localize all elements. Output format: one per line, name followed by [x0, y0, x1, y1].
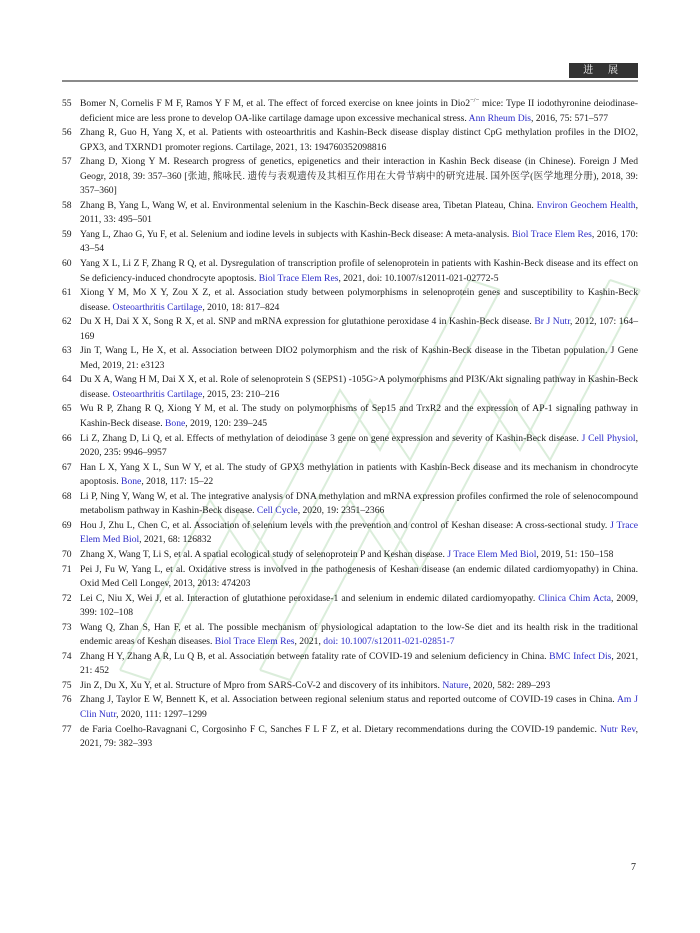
reference-item	[62, 402, 638, 431]
reference-text: , 2020, 582: 289–293	[468, 679, 551, 691]
journal-link[interactable]: Biol Trace Elem Res	[214, 636, 295, 648]
reference-text: , 2016, 75: 571–577	[531, 112, 609, 124]
reference-text: , 2020, 19: 2351–2366	[297, 505, 385, 517]
reference-text: Zhang X, Wang T, Li S, et al. A spatial ecological study of selenoprotein P and Keshan disease.	[80, 548, 448, 560]
reference-text: , 2020, 235: 9946–9957	[80, 432, 638, 459]
reference-item	[62, 723, 638, 752]
reference-text: , 2009, 399: 102–108	[80, 592, 638, 619]
reference-text: , 2012, 107: 164–169	[80, 316, 638, 342]
reference-item	[62, 97, 638, 126]
reference-text: Jin T, Wang L, He X, et al. Association between DIO2 polymorphism and the risk of Kashin-Beck disease in the Tibetan population. J Gene Med, 2019, 21: e3123	[80, 345, 638, 371]
journal-link[interactable]: J Cell Physiol	[581, 432, 636, 444]
reference-text: , 2021, 68: 126832	[139, 534, 212, 546]
journal-link[interactable]: Nature	[442, 679, 469, 691]
reference-number: 55	[62, 98, 72, 109]
journal-link[interactable]: Biol Trace Elem Res	[258, 272, 339, 284]
journal-link[interactable]: J Trace Elem Med Biol	[447, 548, 537, 560]
reference-text: , 2019, 120: 239–245	[185, 418, 268, 430]
reference-item	[62, 679, 638, 694]
reference-item	[62, 155, 638, 199]
reference-number: 71	[62, 563, 72, 575]
reference-number: 62	[62, 316, 72, 328]
reference-text: Jin Z, Du X, Xu Y, et al. Structure of Mpro from SARS-CoV-2 and discovery of its inhibitors.	[80, 679, 443, 691]
reference-number: 64	[62, 374, 72, 386]
journal-link[interactable]: Bone	[121, 476, 142, 488]
reference-text: Zhang B, Yang L, Wang W, et al. Environmental selenium in the Kaschin-Beck disease area, Tibetan Plateau, China.	[80, 199, 537, 211]
journal-link[interactable]: BMC Infect Dis	[549, 650, 612, 662]
reference-number: 66	[62, 432, 72, 444]
reference-text: , 2011, 33: 495–501	[80, 199, 638, 226]
journal-link[interactable]: Environ Geochem Health	[536, 199, 636, 211]
reference-text: , 2015, 23: 210–216	[202, 388, 280, 400]
reference-text: , 2010, 18: 817–824	[202, 301, 280, 313]
journal-link[interactable]: Cell Cycle	[256, 505, 298, 517]
reference-text: , 2021,	[294, 636, 324, 648]
reference-text: Bomer N, Cornelis F M F, Ramos Y F M, et al. The effect of forced exercise on knee joints in Dio2	[80, 98, 470, 109]
journal-link[interactable]: Osteoarthritis Cartilage	[112, 388, 203, 400]
reference-text: , 2021, 79: 382–393	[80, 723, 638, 750]
reference-number: 63	[62, 345, 72, 357]
reference-item	[62, 519, 638, 548]
journal-link[interactable]: Am J Clin Nutr	[80, 694, 638, 720]
reference-text: Lei C, Niu X, Wei J, et al. Interaction of glutathione peroxidase-1 and selenium in endemic dilated cardiomyopathy.	[80, 592, 539, 604]
reference-item	[62, 344, 638, 373]
reference-item	[62, 693, 638, 722]
reference-text: Zhang R, Guo H, Yang X, et al. Patients with osteoarthritis and Kashin-Beck disease display distinct CpG methylation profiles in the DIO2, GPX3, and TXRND1 promoter regions. Cartilage, 2021, 13: 194760352098816	[80, 127, 638, 153]
page-number: 7	[631, 862, 636, 873]
journal-link[interactable]: Br J Nutr	[534, 316, 571, 328]
superscript-text: −/−	[470, 96, 480, 104]
reference-item	[62, 650, 638, 679]
reference-text: Zhang J, Taylor E W, Bennett K, et al. Association between regional selenium status and reported outcome of COVID-19 cases in China.	[80, 694, 617, 706]
reference-text: Zhang H Y, Zhang A R, Lu Q B, et al. Association between fatality rate of COVID-19 and selenium deficiency in China.	[80, 650, 550, 662]
page-header	[62, 60, 638, 82]
journal-link[interactable]: Ann Rheum Dis	[468, 112, 532, 124]
reference-item	[62, 126, 638, 155]
journal-link[interactable]: Osteoarthritis Cartilage	[112, 301, 203, 313]
reference-item	[62, 286, 638, 315]
reference-number: 72	[62, 592, 72, 604]
reference-number: 74	[62, 650, 72, 662]
reference-number: 77	[62, 723, 72, 735]
section-tag: 进 展	[569, 63, 638, 78]
reference-number: 73	[62, 621, 72, 633]
journal-link[interactable]: doi: 10.1007/s12011-021-02851-7	[323, 636, 455, 648]
journal-link[interactable]: Nutr Rev	[600, 723, 636, 735]
reference-item	[62, 548, 638, 563]
reference-text: Pei J, Fu W, Yang L, et al. Oxidative stress is involved in the pathogenesis of Keshan disease (an endemic dilated cardiomyopathy) in China. Oxid Med Cell Longev, 2013, 2013: 474203	[80, 563, 638, 590]
reference-text: mice: Type II iodothyronine deiodinase-deficient mice are less prone to develop OA-like cartilage damage upon excessive mechanical stress.	[80, 98, 639, 124]
reference-number: 60	[62, 258, 72, 270]
reference-text: , 2019, 51: 150–158	[536, 548, 614, 560]
journal-link[interactable]: Biol Trace Elem Res	[511, 228, 592, 240]
reference-text: , 2021, 21: 452	[80, 650, 638, 677]
reference-item	[62, 563, 638, 592]
reference-text: Wang Q, Zhan S, Han F, et al. The possible mechanism of physiological adaptation to the low-Se diet and its health risk in the traditional endemic areas of Keshan diseases.	[80, 621, 638, 648]
reference-text: , 2021, doi: 10.1007/s12011-021-02772-5	[338, 272, 499, 284]
reference-text: Hou J, Zhu L, Chen C, et al. Association of selenium levels with the prevention and control of Keshan disease: A cross-sectional study.	[80, 519, 611, 531]
reference-item	[62, 257, 638, 286]
reference-number: 59	[62, 228, 72, 240]
reference-text: Zhang D, Xiong Y M. Research progress of genetics, epigenetics and their interaction in Kashin Beck disease (in Chinese). Foreign J Med Geogr, 2018, 39: 357–360 [张迪, 熊咏民. 遗传与表观遗传及其相互作用在大骨节病中的研究进展. 国外医学(医学地理分册), 2018, 39: 357–360]	[80, 156, 638, 197]
reference-number: 69	[62, 519, 72, 531]
reference-text: Wu R P, Zhang R Q, Xiong Y M, et al. The study on polymorphisms of Sep15 and TrxR2 and the expression of AP-1 signaling pathway in Kashin-Beck disease.	[80, 403, 638, 430]
reference-text: Li P, Ning Y, Wang W, et al. The integrative analysis of DNA methylation and mRNA expression profiles confirmed the role of selenocompound metabolism pathway in Kashin-Beck disease.	[80, 490, 638, 517]
reference-item	[62, 592, 638, 621]
reference-text: Han L X, Yang X L, Sun W Y, et al. The study of GPX3 methylation in patients with Kashin-Beck disease and its mechanism in chondrocyte apoptosis.	[80, 461, 638, 488]
reference-text: Yang X L, Li Z F, Zhang R Q, et al. Dysregulation of transcription profile of selenoprotein in patients with Kashin-Beck disease and its effect on Se deficiency-induced chondrocyte apoptosis.	[80, 258, 638, 284]
reference-text: Du X A, Wang H M, Dai X X, et al. Role of selenoprotein S (SEPS1) -105G>A polymorphisms and PI3K/Akt signaling pathway in Kashin-Beck disease.	[80, 374, 638, 400]
reference-text: Li Z, Zhang D, Li Q, et al. Effects of methylation of deiodinase 3 gene on gene expression and severity of Kashin-Beck disease.	[80, 432, 582, 444]
journal-link[interactable]: Bone	[165, 418, 186, 430]
reference-text: , 2016, 170: 43–54	[80, 228, 638, 255]
reference-item	[62, 373, 638, 402]
reference-number: 58	[62, 199, 72, 211]
reference-number: 65	[62, 403, 72, 415]
reference-number: 57	[62, 156, 72, 168]
references-list	[62, 97, 638, 752]
journal-link[interactable]: Clinica Chim Acta	[538, 592, 611, 604]
reference-number: 76	[62, 694, 72, 706]
reference-text: Du X H, Dai X X, Song R X, et al. SNP and mRNA expression for glutathione peroxidase 4 in Kashin-Beck disease.	[80, 316, 535, 328]
reference-text: Xiong Y M, Mo X Y, Zou X Z, et al. Association study between polymorphisms in selenoprotein genes and susceptibility to Kashin-Beck disease.	[80, 287, 638, 313]
header-rule	[62, 80, 638, 82]
reference-item	[62, 621, 638, 650]
reference-item	[62, 199, 638, 228]
reference-item	[62, 432, 638, 461]
reference-number: 70	[62, 548, 72, 560]
reference-text: , 2018, 117: 15–22	[141, 476, 214, 488]
reference-text: Yang L, Zhao G, Yu F, et al. Selenium and iodine levels in subjects with Kashin-Beck disease: A meta-analysis.	[80, 228, 512, 240]
reference-text: de Faria Coelho-Ravagnani C, Corgosinho F C, Sanches F L F Z, et al. Dietary recommendations during the COVID-19 pandemic.	[80, 723, 601, 735]
reference-number: 56	[62, 127, 72, 139]
journal-link[interactable]: J Trace Elem Med Biol	[80, 519, 638, 546]
reference-number: 61	[62, 287, 72, 299]
reference-item	[62, 490, 638, 519]
reference-number: 68	[62, 490, 72, 502]
reference-item	[62, 461, 638, 490]
reference-number: 75	[62, 679, 72, 691]
reference-text: , 2020, 111: 1297–1299	[116, 708, 207, 720]
reference-number: 67	[62, 461, 72, 473]
reference-item	[62, 228, 638, 257]
reference-item	[62, 315, 638, 344]
